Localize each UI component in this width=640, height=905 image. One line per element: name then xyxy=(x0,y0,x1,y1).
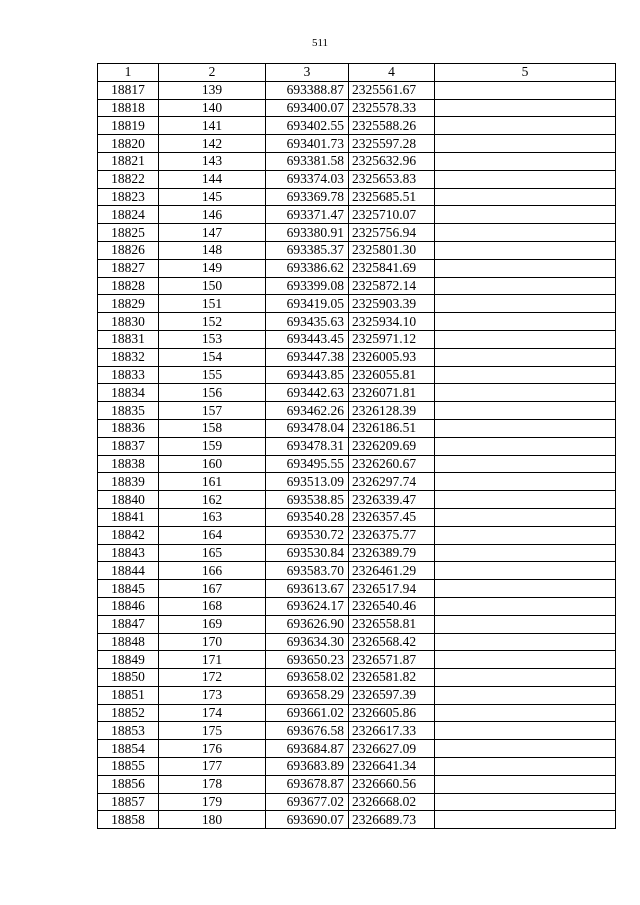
point-number-cell: 180 xyxy=(159,811,266,829)
table-header-row xyxy=(98,64,616,82)
table-row xyxy=(98,580,616,598)
table-row xyxy=(98,793,616,811)
table-row xyxy=(98,117,616,135)
note-cell xyxy=(435,615,616,633)
y-coordinate-cell: 2325685.51 xyxy=(349,188,435,206)
point-id-cell: 18845 xyxy=(98,580,159,598)
x-coordinate-cell: 693538.85 xyxy=(266,491,349,509)
note-cell xyxy=(435,437,616,455)
point-id-cell: 18829 xyxy=(98,295,159,313)
point-number-cell: 158 xyxy=(159,419,266,437)
y-coordinate-cell: 2325872.14 xyxy=(349,277,435,295)
note-cell xyxy=(435,455,616,473)
point-id-cell: 18833 xyxy=(98,366,159,384)
x-coordinate-cell: 693371.47 xyxy=(266,206,349,224)
point-id-cell: 18839 xyxy=(98,473,159,491)
point-number-cell: 141 xyxy=(159,117,266,135)
note-cell xyxy=(435,419,616,437)
y-coordinate-cell: 2325632.96 xyxy=(349,152,435,170)
y-coordinate-cell: 2325561.67 xyxy=(349,81,435,99)
note-cell xyxy=(435,562,616,580)
table-row xyxy=(98,775,616,793)
point-number-cell: 153 xyxy=(159,330,266,348)
x-coordinate-cell: 693388.87 xyxy=(266,81,349,99)
x-coordinate-cell: 693400.07 xyxy=(266,99,349,117)
point-id-cell: 18819 xyxy=(98,117,159,135)
point-number-cell: 142 xyxy=(159,135,266,153)
y-coordinate-cell: 2325578.33 xyxy=(349,99,435,117)
x-coordinate-cell: 693381.58 xyxy=(266,152,349,170)
note-cell xyxy=(435,277,616,295)
point-id-cell: 18853 xyxy=(98,722,159,740)
point-number-cell: 157 xyxy=(159,402,266,420)
y-coordinate-cell: 2326660.56 xyxy=(349,775,435,793)
y-coordinate-cell: 2325653.83 xyxy=(349,170,435,188)
table-row xyxy=(98,81,616,99)
point-id-cell: 18818 xyxy=(98,99,159,117)
note-cell xyxy=(435,135,616,153)
note-cell xyxy=(435,580,616,598)
point-id-cell: 18817 xyxy=(98,81,159,99)
x-coordinate-cell: 693690.07 xyxy=(266,811,349,829)
table-row xyxy=(98,473,616,491)
point-id-cell: 18849 xyxy=(98,651,159,669)
note-cell xyxy=(435,686,616,704)
point-id-cell: 18838 xyxy=(98,455,159,473)
point-id-cell: 18822 xyxy=(98,170,159,188)
x-coordinate-cell: 693462.26 xyxy=(266,402,349,420)
y-coordinate-cell: 2326260.67 xyxy=(349,455,435,473)
y-coordinate-cell: 2326558.81 xyxy=(349,615,435,633)
note-cell xyxy=(435,669,616,687)
point-id-cell: 18841 xyxy=(98,508,159,526)
y-coordinate-cell: 2325710.07 xyxy=(349,206,435,224)
y-coordinate-cell: 2326297.74 xyxy=(349,473,435,491)
point-number-cell: 178 xyxy=(159,775,266,793)
table-row xyxy=(98,241,616,259)
x-coordinate-cell: 693661.02 xyxy=(266,704,349,722)
y-coordinate-cell: 2326357.45 xyxy=(349,508,435,526)
point-number-cell: 166 xyxy=(159,562,266,580)
note-cell xyxy=(435,758,616,776)
column-header: 5 xyxy=(435,64,616,82)
point-id-cell: 18827 xyxy=(98,259,159,277)
note-cell xyxy=(435,206,616,224)
table-row xyxy=(98,135,616,153)
x-coordinate-cell: 693447.38 xyxy=(266,348,349,366)
point-id-cell: 18851 xyxy=(98,686,159,704)
point-number-cell: 164 xyxy=(159,526,266,544)
point-id-cell: 18826 xyxy=(98,241,159,259)
table-row xyxy=(98,562,616,580)
y-coordinate-cell: 2326375.77 xyxy=(349,526,435,544)
x-coordinate-cell: 693495.55 xyxy=(266,455,349,473)
note-cell xyxy=(435,259,616,277)
x-coordinate-cell: 693540.28 xyxy=(266,508,349,526)
table-row xyxy=(98,597,616,615)
point-number-cell: 163 xyxy=(159,508,266,526)
table-row xyxy=(98,508,616,526)
y-coordinate-cell: 2325934.10 xyxy=(349,313,435,331)
point-id-cell: 18824 xyxy=(98,206,159,224)
table-row xyxy=(98,722,616,740)
point-number-cell: 169 xyxy=(159,615,266,633)
table-row xyxy=(98,330,616,348)
point-number-cell: 171 xyxy=(159,651,266,669)
x-coordinate-cell: 693442.63 xyxy=(266,384,349,402)
note-cell xyxy=(435,402,616,420)
note-cell xyxy=(435,188,616,206)
note-cell xyxy=(435,295,616,313)
x-coordinate-cell: 693369.78 xyxy=(266,188,349,206)
x-coordinate-cell: 693478.31 xyxy=(266,437,349,455)
point-number-cell: 150 xyxy=(159,277,266,295)
note-cell xyxy=(435,597,616,615)
table-row xyxy=(98,758,616,776)
note-cell xyxy=(435,330,616,348)
table-row xyxy=(98,437,616,455)
y-coordinate-cell: 2325841.69 xyxy=(349,259,435,277)
point-id-cell: 18847 xyxy=(98,615,159,633)
y-coordinate-cell: 2326071.81 xyxy=(349,384,435,402)
point-number-cell: 174 xyxy=(159,704,266,722)
table-row xyxy=(98,686,616,704)
point-id-cell: 18837 xyxy=(98,437,159,455)
x-coordinate-cell: 693402.55 xyxy=(266,117,349,135)
table-row xyxy=(98,811,616,829)
table-row xyxy=(98,277,616,295)
point-number-cell: 173 xyxy=(159,686,266,704)
column-header: 4 xyxy=(349,64,435,82)
x-coordinate-cell: 693443.45 xyxy=(266,330,349,348)
point-id-cell: 18834 xyxy=(98,384,159,402)
table-row xyxy=(98,170,616,188)
y-coordinate-cell: 2325597.28 xyxy=(349,135,435,153)
note-cell xyxy=(435,224,616,242)
point-number-cell: 156 xyxy=(159,384,266,402)
point-number-cell: 152 xyxy=(159,313,266,331)
note-cell xyxy=(435,99,616,117)
point-id-cell: 18835 xyxy=(98,402,159,420)
table-row xyxy=(98,348,616,366)
x-coordinate-cell: 693676.58 xyxy=(266,722,349,740)
x-coordinate-cell: 693380.91 xyxy=(266,224,349,242)
note-cell xyxy=(435,722,616,740)
x-coordinate-cell: 693613.67 xyxy=(266,580,349,598)
y-coordinate-cell: 2326641.34 xyxy=(349,758,435,776)
point-number-cell: 175 xyxy=(159,722,266,740)
x-coordinate-cell: 693684.87 xyxy=(266,740,349,758)
column-header: 1 xyxy=(98,64,159,82)
point-number-cell: 146 xyxy=(159,206,266,224)
note-cell xyxy=(435,241,616,259)
point-number-cell: 167 xyxy=(159,580,266,598)
table-row xyxy=(98,295,616,313)
note-cell xyxy=(435,348,616,366)
note-cell xyxy=(435,366,616,384)
point-number-cell: 177 xyxy=(159,758,266,776)
page-number: 511 xyxy=(311,37,329,49)
point-number-cell: 148 xyxy=(159,241,266,259)
x-coordinate-cell: 693678.87 xyxy=(266,775,349,793)
point-id-cell: 18855 xyxy=(98,758,159,776)
point-number-cell: 172 xyxy=(159,669,266,687)
note-cell xyxy=(435,775,616,793)
table-row xyxy=(98,152,616,170)
note-cell xyxy=(435,170,616,188)
point-number-cell: 140 xyxy=(159,99,266,117)
point-id-cell: 18857 xyxy=(98,793,159,811)
x-coordinate-cell: 693419.05 xyxy=(266,295,349,313)
x-coordinate-cell: 693658.29 xyxy=(266,686,349,704)
note-cell xyxy=(435,526,616,544)
note-cell xyxy=(435,81,616,99)
point-number-cell: 176 xyxy=(159,740,266,758)
table-row xyxy=(98,740,616,758)
point-id-cell: 18848 xyxy=(98,633,159,651)
x-coordinate-cell: 693443.85 xyxy=(266,366,349,384)
table-row xyxy=(98,633,616,651)
column-header: 3 xyxy=(266,64,349,82)
point-number-cell: 170 xyxy=(159,633,266,651)
point-id-cell: 18840 xyxy=(98,491,159,509)
y-coordinate-cell: 2326689.73 xyxy=(349,811,435,829)
y-coordinate-cell: 2325903.39 xyxy=(349,295,435,313)
point-id-cell: 18830 xyxy=(98,313,159,331)
table-row xyxy=(98,99,616,117)
x-coordinate-cell: 693624.17 xyxy=(266,597,349,615)
note-cell xyxy=(435,633,616,651)
point-number-cell: 139 xyxy=(159,81,266,99)
table-row xyxy=(98,526,616,544)
y-coordinate-cell: 2325588.26 xyxy=(349,117,435,135)
point-number-cell: 165 xyxy=(159,544,266,562)
table-row xyxy=(98,615,616,633)
note-cell xyxy=(435,704,616,722)
point-id-cell: 18825 xyxy=(98,224,159,242)
point-id-cell: 18846 xyxy=(98,597,159,615)
y-coordinate-cell: 2326605.86 xyxy=(349,704,435,722)
y-coordinate-cell: 2326597.39 xyxy=(349,686,435,704)
point-number-cell: 151 xyxy=(159,295,266,313)
x-coordinate-cell: 693658.02 xyxy=(266,669,349,687)
table-row xyxy=(98,419,616,437)
table-row xyxy=(98,544,616,562)
note-cell xyxy=(435,793,616,811)
point-id-cell: 18831 xyxy=(98,330,159,348)
point-id-cell: 18842 xyxy=(98,526,159,544)
table-row xyxy=(98,224,616,242)
x-coordinate-cell: 693399.08 xyxy=(266,277,349,295)
table-row xyxy=(98,206,616,224)
column-header: 2 xyxy=(159,64,266,82)
table-row xyxy=(98,491,616,509)
point-number-cell: 154 xyxy=(159,348,266,366)
x-coordinate-cell: 693583.70 xyxy=(266,562,349,580)
y-coordinate-cell: 2326571.87 xyxy=(349,651,435,669)
y-coordinate-cell: 2326627.09 xyxy=(349,740,435,758)
x-coordinate-cell: 693513.09 xyxy=(266,473,349,491)
point-number-cell: 162 xyxy=(159,491,266,509)
point-number-cell: 155 xyxy=(159,366,266,384)
x-coordinate-cell: 693626.90 xyxy=(266,615,349,633)
x-coordinate-cell: 693401.73 xyxy=(266,135,349,153)
y-coordinate-cell: 2326461.29 xyxy=(349,562,435,580)
point-id-cell: 18821 xyxy=(98,152,159,170)
note-cell xyxy=(435,651,616,669)
x-coordinate-cell: 693650.23 xyxy=(266,651,349,669)
y-coordinate-cell: 2326005.93 xyxy=(349,348,435,366)
point-id-cell: 18852 xyxy=(98,704,159,722)
y-coordinate-cell: 2326389.79 xyxy=(349,544,435,562)
y-coordinate-cell: 2325756.94 xyxy=(349,224,435,242)
point-number-cell: 179 xyxy=(159,793,266,811)
note-cell xyxy=(435,117,616,135)
x-coordinate-cell: 693634.30 xyxy=(266,633,349,651)
note-cell xyxy=(435,508,616,526)
point-number-cell: 168 xyxy=(159,597,266,615)
point-id-cell: 18823 xyxy=(98,188,159,206)
point-id-cell: 18836 xyxy=(98,419,159,437)
point-number-cell: 149 xyxy=(159,259,266,277)
table-row xyxy=(98,313,616,331)
coordinates-table xyxy=(97,63,616,829)
note-cell xyxy=(435,544,616,562)
table-row xyxy=(98,259,616,277)
y-coordinate-cell: 2325971.12 xyxy=(349,330,435,348)
point-number-cell: 144 xyxy=(159,170,266,188)
table-row xyxy=(98,669,616,687)
note-cell xyxy=(435,473,616,491)
note-cell xyxy=(435,811,616,829)
table-row xyxy=(98,651,616,669)
point-number-cell: 161 xyxy=(159,473,266,491)
note-cell xyxy=(435,491,616,509)
point-id-cell: 18828 xyxy=(98,277,159,295)
x-coordinate-cell: 693386.62 xyxy=(266,259,349,277)
y-coordinate-cell: 2326209.69 xyxy=(349,437,435,455)
table-row xyxy=(98,188,616,206)
x-coordinate-cell: 693530.72 xyxy=(266,526,349,544)
x-coordinate-cell: 693435.63 xyxy=(266,313,349,331)
point-id-cell: 18854 xyxy=(98,740,159,758)
point-id-cell: 18858 xyxy=(98,811,159,829)
note-cell xyxy=(435,740,616,758)
point-id-cell: 18850 xyxy=(98,669,159,687)
point-id-cell: 18832 xyxy=(98,348,159,366)
table-row xyxy=(98,384,616,402)
note-cell xyxy=(435,313,616,331)
y-coordinate-cell: 2326540.46 xyxy=(349,597,435,615)
y-coordinate-cell: 2326617.33 xyxy=(349,722,435,740)
table-row xyxy=(98,366,616,384)
x-coordinate-cell: 693478.04 xyxy=(266,419,349,437)
point-id-cell: 18844 xyxy=(98,562,159,580)
x-coordinate-cell: 693677.02 xyxy=(266,793,349,811)
y-coordinate-cell: 2326668.02 xyxy=(349,793,435,811)
point-id-cell: 18843 xyxy=(98,544,159,562)
point-id-cell: 18856 xyxy=(98,775,159,793)
note-cell xyxy=(435,152,616,170)
point-number-cell: 143 xyxy=(159,152,266,170)
x-coordinate-cell: 693374.03 xyxy=(266,170,349,188)
table-row xyxy=(98,402,616,420)
y-coordinate-cell: 2326128.39 xyxy=(349,402,435,420)
table-row xyxy=(98,704,616,722)
note-cell xyxy=(435,384,616,402)
point-number-cell: 159 xyxy=(159,437,266,455)
point-number-cell: 147 xyxy=(159,224,266,242)
y-coordinate-cell: 2326517.94 xyxy=(349,580,435,598)
y-coordinate-cell: 2326186.51 xyxy=(349,419,435,437)
x-coordinate-cell: 693530.84 xyxy=(266,544,349,562)
y-coordinate-cell: 2326568.42 xyxy=(349,633,435,651)
y-coordinate-cell: 2326055.81 xyxy=(349,366,435,384)
table-row xyxy=(98,455,616,473)
point-number-cell: 160 xyxy=(159,455,266,473)
y-coordinate-cell: 2326581.82 xyxy=(349,669,435,687)
point-number-cell: 145 xyxy=(159,188,266,206)
y-coordinate-cell: 2326339.47 xyxy=(349,491,435,509)
point-id-cell: 18820 xyxy=(98,135,159,153)
x-coordinate-cell: 693385.37 xyxy=(266,241,349,259)
y-coordinate-cell: 2325801.30 xyxy=(349,241,435,259)
x-coordinate-cell: 693683.89 xyxy=(266,758,349,776)
